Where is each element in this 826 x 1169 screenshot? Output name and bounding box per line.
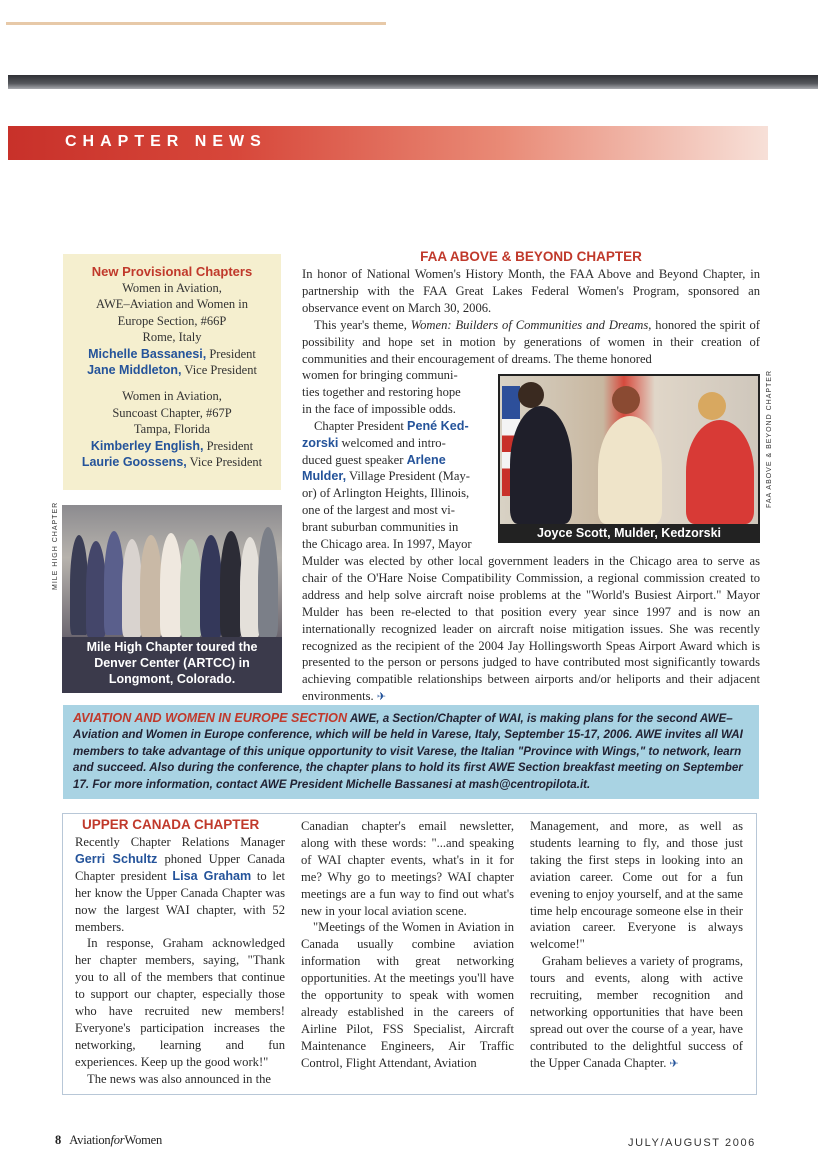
vp-name: Laurie Goossens,	[81, 455, 187, 470]
provisional-chapters-heading: New Provisional Chapters	[91, 264, 253, 279]
end-mark-icon: ✈	[376, 690, 387, 704]
chapter-vice-president	[69, 362, 275, 378]
photo-credit-left: MILE HIGH CHAPTER	[52, 501, 59, 590]
chapter-line: Europe Section, #66P	[117, 313, 227, 328]
text-line	[302, 435, 492, 452]
role: President	[203, 438, 254, 453]
paragraph: Management, and more, as well as students learning to fly, and those just taking the first steps in looking into an aviation career. Come out for a fun evening to enjoy yourself, and at the same time help encourage someone else in their aviation career. Everyone is always welcome!"	[530, 819, 743, 952]
text-line	[302, 468, 492, 485]
paragraph: In honor of National Women's History Month, the FAA Above and Beyond Chapter, in partnership with the FAA Great Lakes Federal Women's Program, sponsored an observance event on March 30, 2006.	[302, 267, 760, 315]
text-line	[302, 452, 492, 469]
role: Vice President	[186, 455, 263, 470]
caption-line: Mile High Chapter toured the	[86, 640, 258, 654]
photo-caption-right: Joyce Scott, Mulder, Kedzorski	[536, 526, 722, 540]
paragraph: In response, Graham acknowledged her chapter members, saying, "Thank you to all of the members that continue to support our chapter, especially those who have recruited new members! Everyone's participation increases the networking, learning and fun experiences. Keep up the good work!"	[75, 936, 285, 1069]
faa-article-bottom	[302, 553, 760, 706]
text-line: the Chicago area. In 1997, Mayor	[302, 537, 472, 552]
chapter-vice-president	[69, 454, 275, 470]
text: honored the spirit of possibility and hope set in motion by generations of women in their creation of communities and their encouragement of dreams. The theme honored	[302, 317, 760, 366]
person-name: Gerri Schultz	[75, 851, 158, 866]
text: for	[110, 1133, 125, 1147]
awe-heading: AVIATION AND WOMEN IN EUROPE SECTION	[73, 711, 348, 725]
upper-canada-col3	[530, 818, 743, 1073]
faa-chapter-photo	[498, 374, 760, 543]
paragraph: "Meetings of the Women in Aviation in Canada usually combine aviation information with great networking opportunities. At the meetings you'll have the opportunity to speak with women already established in the careers of Airline Pilot, FSS Specialist, Aircraft Maintenance Engineers, Air Traffic Control, Flight Attendant, Aviation	[301, 920, 514, 1070]
text: Mulder was elected by other local government leaders in the Chicago area to serve as chair of the O'Hare Noise Compatibility Commission, a regional commission created to address and help solve aircraft noise problems at the "World's Busiest Airport." Mayor Mulder has been re-elected to that position every year since 1997 and is now an internationally recognized leader on aircraft noise mitigation issues. She was recently recognized as the recipient of the 2004 Jay Hollingsworth Speas Airport Award which is presented to the person or persons judged to have contributed most significantly towards achieving compatible relationships between airports and/or heliports and their adjacent environments.	[302, 554, 760, 704]
awe-body: AWE, a Section/Chapter of WAI, is making plans for the second AWE–Aviation and Women in Europe conference, which will be held in Varese, Italy, September 15-17, 2006. AWE invites all WAI members to take advantage of this unique opportunity to visit Varese, the Italian "Province with Wings," to network, learn and succeed. Also during the conference, the chapter plans to hold its first AWE Section breakfast meeting on September 17. For more information, contact AWE President Michelle Bassanesi at mash@centropilota.it.	[73, 712, 743, 791]
caption-line: Denver Center (ARTCC) in	[94, 656, 250, 670]
text: Women	[124, 1133, 163, 1147]
awe-section-box	[63, 705, 759, 799]
provisional-chapters-box	[63, 254, 281, 490]
role: President	[206, 346, 256, 361]
text-line: women for bringing communi-	[302, 368, 458, 382]
text-line: in the face of impossible odds.	[302, 401, 456, 416]
text: Aviation	[69, 1133, 111, 1147]
photo-caption-left	[62, 639, 282, 687]
text: Graham believes a variety of programs, tours and events, along with active recruiting, member recognition and networking opportunities that have been spread out over the course of a year, have contributed to the delightful success of the Upper Canada Chapter.	[530, 954, 743, 1070]
top-rule	[6, 22, 386, 25]
president-name: Michelle Bassanesi,	[88, 346, 207, 361]
chapter-location: Tampa, Florida	[133, 422, 211, 437]
end-mark-icon: ✈	[669, 1056, 679, 1070]
chapter-president	[69, 438, 275, 454]
chapter-location: Rome, Italy	[142, 330, 202, 345]
chapter-line: Suncoast Chapter, #67P	[112, 405, 232, 420]
text-line: or) of Arlington Heights, Illinois,	[302, 486, 470, 501]
person-name: Arlene	[406, 452, 446, 467]
caption-line: Longmont, Colorado.	[108, 672, 236, 686]
text: Village President (May-	[346, 469, 470, 484]
text: welcomed and intro-	[338, 435, 446, 450]
chapter-line: AWE–Aviation and Women in	[95, 297, 248, 312]
chapter-line: Women in Aviation,	[122, 389, 222, 404]
faa-chapter-title: FAA ABOVE & BEYOND CHAPTER	[420, 249, 642, 264]
text-line: brant suburban communities in	[302, 520, 459, 535]
text: Chapter President	[314, 418, 408, 433]
header-band	[8, 75, 818, 89]
text-line: ties together and restoring hope	[302, 384, 461, 399]
role: Vice President	[181, 363, 257, 378]
person-name: Lisa Graham	[172, 868, 252, 883]
chapter-president	[69, 346, 275, 362]
theme-text: Women: Builders of Communities and Dreams,	[410, 317, 652, 332]
mile-high-photo	[62, 505, 282, 693]
person-name: zorski	[302, 435, 339, 450]
paragraph: Canadian chapter's email newsletter, along with these words: "...and speaking of WAI chapter events, what's in it for me? Why go to meetings? WAI chapter meetings are a fun way to find out what's new in your local aviation scene.	[301, 819, 514, 918]
upper-canada-title: UPPER CANADA CHAPTER	[82, 817, 260, 832]
section-title: CHAPTER NEWS	[65, 133, 267, 150]
chapter-line: Women in Aviation,	[122, 281, 222, 295]
text-line: one of the largest and most vi-	[302, 503, 455, 518]
footer-magazine	[55, 1133, 162, 1148]
president-name: Kimberley English,	[90, 438, 204, 453]
text: to let her know the Upper Canada Chapter was now the largest WAI chapter, with 52 members.	[75, 868, 286, 934]
magazine-name	[69, 1133, 162, 1147]
paragraph	[530, 953, 743, 1072]
person-name: Pené Ked-	[407, 418, 469, 433]
paragraph: The news was also announced in the	[87, 1071, 271, 1086]
photo-credit-right: FAA ABOVE & BEYOND CHAPTER	[766, 369, 773, 508]
vp-name: Jane Middleton,	[87, 363, 182, 378]
page-number: 8	[55, 1133, 62, 1147]
upper-canada-col2	[301, 818, 514, 1072]
group-photo-image	[62, 505, 282, 637]
faa-article-top	[302, 266, 760, 367]
paragraph	[302, 553, 760, 706]
paragraph	[302, 317, 760, 368]
trio-photo-image	[500, 376, 758, 524]
section-banner	[8, 126, 768, 160]
upper-canada-col1	[75, 834, 285, 1088]
issue-date: JULY/AUGUST 2006	[628, 1137, 756, 1149]
person-name: Mulder,	[302, 469, 347, 484]
text: duced guest speaker	[302, 452, 407, 467]
text: phoned Upper Canada Chapter president	[75, 851, 285, 883]
text-line	[302, 418, 492, 435]
text: This year's theme,	[314, 317, 411, 332]
paragraph	[75, 834, 285, 935]
faa-article-narrow	[302, 367, 492, 553]
text: Recently Chapter Relations Manager	[75, 835, 285, 849]
